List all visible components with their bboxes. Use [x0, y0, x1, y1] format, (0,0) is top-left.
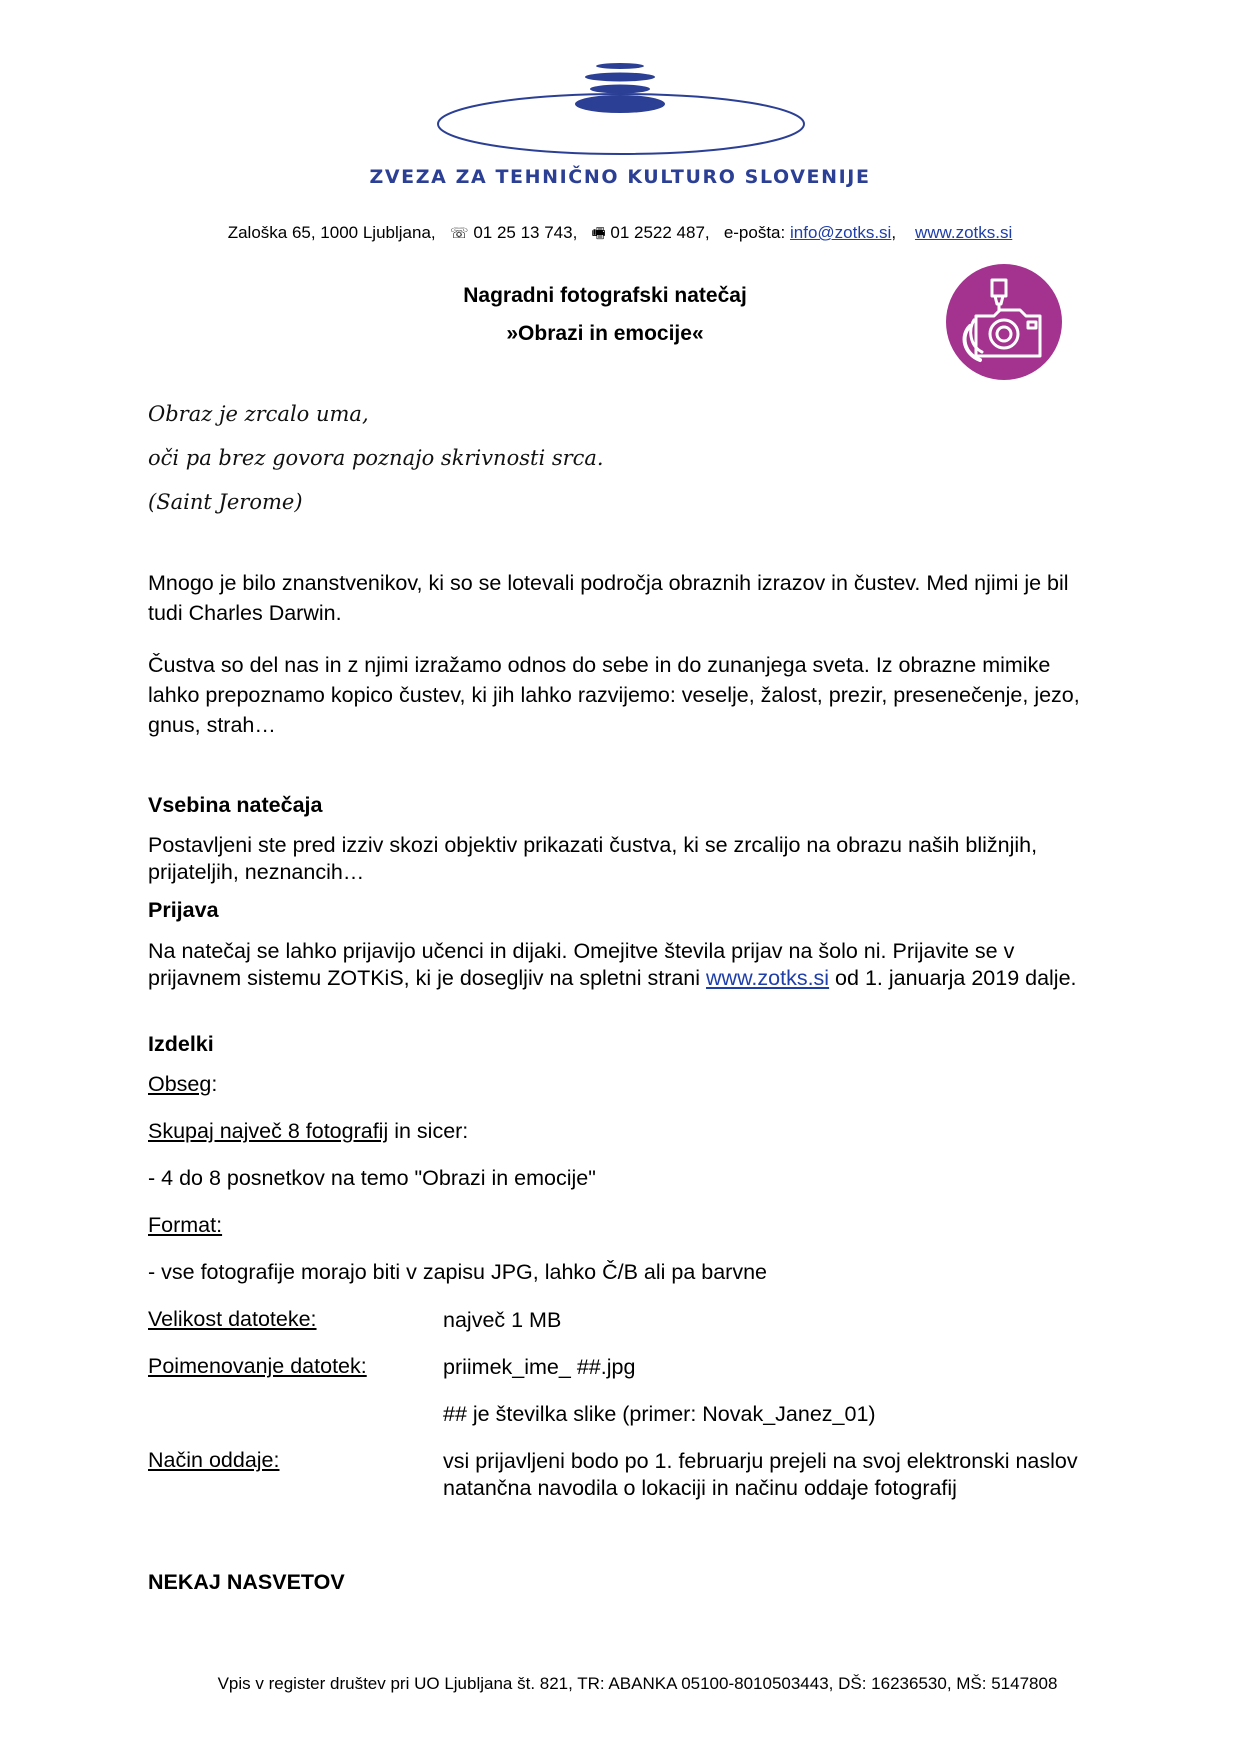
website-link[interactable]: www.zotks.si	[914, 223, 1013, 242]
scope-colon: :	[211, 1072, 218, 1096]
total-underlined: Skupaj največ 8 fotografij	[148, 1119, 389, 1143]
naming-value: priimek_ime_ ##.jpg	[443, 1355, 636, 1379]
phone-icon: ☏	[449, 224, 469, 242]
application-text-before: Na natečaj se lahko prijavijo učenci in dijaki. Omejitve števila prijav na šolo ni. Prijavite se v prijavnem sistemu ZOTKiS, ki je dosegljiv na spletni strani	[148, 939, 1015, 990]
zotks-logo	[435, 62, 815, 162]
naming-label: Poimenovanje datotek:	[148, 1354, 367, 1378]
naming-note: ## je številka slike (primer: Novak_Janez_01)	[443, 1402, 876, 1426]
total-line	[148, 1119, 468, 1144]
submit-label: Način oddaje:	[148, 1448, 280, 1472]
camera-icon	[946, 264, 1062, 380]
application-website-link[interactable]: www.zotks.si	[706, 966, 830, 990]
page-title: Nagradni fotografski natečaj	[463, 284, 747, 307]
application-heading: Prijava	[148, 898, 219, 922]
content-text: Postavljeni ste pred izziv skozi objektiv prikazati čustva, ki se zrcalijo na obrazu naših bližnjih, prijateljih, neznancih…	[148, 833, 1038, 884]
quote-author: (Saint Jerome)	[148, 490, 303, 514]
email-comma: ,	[891, 223, 897, 242]
contact-line	[0, 223, 1240, 248]
address: Zaloška 65, 1000 Ljubljana,	[227, 223, 436, 242]
intro-paragraph-1: Mnogo je bilo znanstvenikov, ki so se lotevali področja obraznih izrazov in čustev. Med njimi je bil tudi Charles Darwin.	[148, 571, 1069, 625]
size-label: Velikost datoteke:	[148, 1307, 317, 1331]
quote-line-1: Obraz je zrcalo uma,	[148, 402, 369, 426]
products-heading: Izdelki	[148, 1032, 214, 1056]
submit-value: vsi prijavljeni bodo po 1. februarju prejeli na svoj elektronski naslov natančna navodila o lokaciji in načinu oddaje fotografij	[443, 1449, 1078, 1500]
email-link[interactable]: info@zotks.si	[789, 223, 892, 242]
tips-heading: NEKAJ NASVETOV	[148, 1570, 345, 1594]
email-label: e-pošta:	[723, 223, 786, 242]
application-text	[148, 938, 1098, 992]
scope-label: Obseg	[148, 1072, 212, 1096]
fax-number: 01 2522 487,	[610, 223, 710, 242]
page-subtitle: »Obrazi in emocije«	[506, 322, 704, 345]
quote-line-2: oči pa brez govora poznajo skrivnosti srca.	[148, 446, 604, 470]
fax-icon: 🖷	[591, 224, 606, 242]
total-rest: in sicer:	[388, 1119, 469, 1143]
phone-number: 01 25 13 743,	[473, 223, 578, 242]
format-label: Format:	[148, 1213, 223, 1237]
size-value: največ 1 MB	[443, 1308, 562, 1332]
org-name: ZVEZA ZA TEHNIČNO KULTURO SLOVENIJE	[369, 166, 871, 188]
format-item: - vse fotografije morajo biti v zapisu JPG, lahko Č/B ali pa barvne	[148, 1260, 768, 1284]
products-item-1: - 4 do 8 posnetkov na temo "Obrazi in emocije"	[148, 1166, 596, 1190]
footer: Vpis v register društev pri UO Ljubljana št. 821, TR: ABANKA 05100-8010503443, DŠ: 16236530, MŠ: 5147808	[217, 1674, 1058, 1693]
content-heading: Vsebina natečaja	[148, 793, 323, 817]
scope-line	[148, 1072, 217, 1097]
application-text-after: od 1. januarja 2019 dalje.	[829, 966, 1077, 990]
intro-paragraph-2: Čustva so del nas in z njimi izražamo odnos do sebe in do zunanjega sveta. Iz obrazne mimike lahko prepoznamo kopico čustev, ki jih lahko razvijemo: veselje, žalost, prezir, presenečenje, jezo, gnus, strah…	[148, 653, 1080, 737]
